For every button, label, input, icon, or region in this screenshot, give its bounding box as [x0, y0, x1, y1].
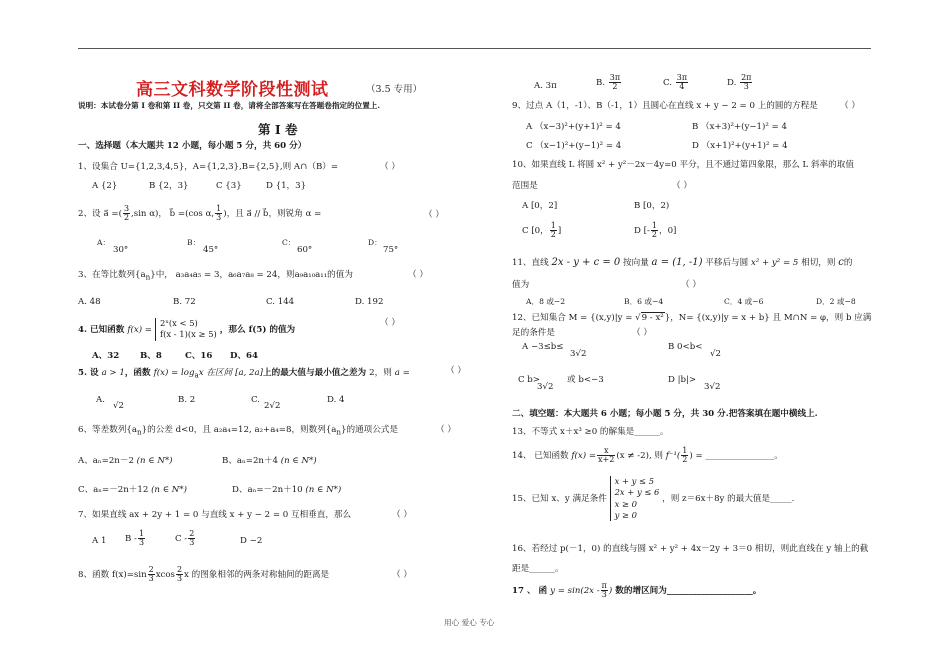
q12-option-c-tail: 或 b<−3 — [567, 375, 604, 385]
q11-answer-paren: （ ） — [681, 280, 701, 290]
q2-t5: ，则锐角 — [268, 209, 303, 219]
q7-answer-paren: （ ） — [392, 510, 412, 520]
q5-option-a: A. — [96, 395, 105, 405]
q7-fb-den: 3 — [138, 538, 145, 547]
q14-h-den: 2 — [682, 455, 688, 464]
q6-option-c-text: C、aₙ=－2n＋12 — [78, 485, 149, 495]
q4-case1: 2ˣ(x < 5) — [160, 318, 198, 328]
q16-line2: 距是______。 — [512, 564, 564, 574]
q14-inverse: f⁻¹( — [665, 451, 681, 461]
q17-function: y = sin(2x - — [550, 586, 600, 596]
q14-mid: (x ≠ -2), 则 — [616, 451, 664, 461]
question-2 — [78, 205, 321, 222]
q8-option-b-label: B. — [596, 78, 606, 88]
q10-option-c-frac — [550, 222, 557, 239]
q8-tail: x 的图象相邻的两条对称轴间的距离是 — [184, 570, 330, 580]
q3-cond1: a₃a₄a₅ = 3， — [175, 270, 229, 280]
q10-answer-paren: （ ） — [672, 181, 692, 191]
question-11 — [512, 257, 852, 269]
q4-option-d: D、64 — [230, 351, 259, 361]
q8-option-d-label: D. — [727, 78, 737, 88]
q5-c5: [a, 2a] — [235, 368, 263, 378]
q10-option-a: A [0，2] — [522, 201, 558, 211]
q4-tail: ，那么 f(5) 的值为 — [219, 324, 296, 335]
q3-option-b: B. 72 — [173, 297, 196, 307]
q11-c: c — [838, 257, 844, 268]
q2-option-b-value: 45° — [203, 245, 219, 255]
q8-answer-paren: （ ） — [392, 570, 412, 580]
q12-option-c-value: 3√2 — [537, 382, 554, 392]
q6-option-d-domain: (n ∈ N*) — [305, 485, 342, 495]
q4-stem: 4. 已知函数 — [78, 324, 125, 335]
q6-option-d-text: D、aₙ=－2n＋10 — [232, 485, 303, 495]
q12-option-c: C b> — [518, 375, 541, 385]
q1-stem: 1、设集合 U={1,2,3,4,5}，A={1,2,3},B={2,5},则 A∩（ — [78, 162, 316, 172]
q3-cond2: a₆a₇a₈ = 24，则 — [228, 270, 295, 280]
q1-option-a: A {2} — [92, 181, 118, 191]
q3-option-d: D. 192 — [355, 297, 384, 307]
q11-mid: 按向量 — [623, 258, 649, 268]
q10-option-d-tail: ，0] — [658, 226, 677, 236]
q17-stem: 17 、 函 — [512, 586, 548, 596]
question-17 — [512, 582, 761, 599]
q15-case2: 2x + y ≤ 6 — [614, 487, 660, 498]
q2-frac1-den: 2 — [123, 213, 130, 222]
q10-od-num: 1 — [651, 221, 657, 230]
q8-option-b — [596, 74, 622, 91]
q5-option-b: B. 2 — [178, 395, 196, 405]
q5-option-c: C. — [251, 395, 261, 405]
q11-equation: 2x - y + c = 0 — [551, 257, 621, 268]
q1-answer-paren: （ ） — [380, 162, 400, 172]
q14-stem: 14、 已知函数 — [512, 451, 569, 461]
q3-stem: 3、在等比数列{a — [78, 270, 146, 280]
q15-case4: y ≥ 0 — [614, 510, 637, 521]
q2-frac1 — [123, 205, 130, 222]
q7-option-c-label: C - — [175, 534, 188, 544]
page-title: 高三文科数学阶段性测试 — [136, 80, 329, 100]
q10-option-d-frac — [651, 222, 658, 239]
part-title: 第 I 卷 — [258, 122, 298, 137]
q15-constraints — [610, 476, 660, 521]
q10-oc-den: 2 — [550, 230, 556, 239]
q6-option-a — [78, 456, 173, 466]
q8-f1-num: 2 — [148, 565, 154, 574]
q8-option-d — [727, 74, 753, 91]
q5-option-d: D. 4 — [327, 395, 345, 405]
q10-option-c: C [0， $\frac{1}{2}$ ] — [522, 221, 562, 239]
q10-option-d-label: D [- — [634, 226, 650, 236]
q8-option-c-label: C. — [663, 78, 673, 88]
q6-option-c — [78, 485, 187, 495]
q2-option-a-label: A： — [97, 238, 111, 247]
q14-half — [681, 447, 688, 464]
q2-frac2-den: 3 — [216, 213, 222, 222]
question-14 — [512, 447, 783, 464]
q5-c2: ，函数 — [124, 368, 151, 378]
q1-option-d: D {1，3} — [266, 181, 307, 191]
question-13: 13、不等式 x＋x³ ≥0 的解集是______。 — [512, 427, 669, 437]
q14-h-num: 1 — [682, 446, 688, 455]
q17-f-num: π — [601, 581, 607, 590]
q8-option-b-frac — [609, 74, 621, 91]
q7-fc-num: 2 — [189, 529, 195, 538]
q10-stem-line2: 范围是 — [512, 181, 538, 191]
q6-stem3: }的通项公式是 — [341, 425, 399, 435]
page-subtitle: （3.5 专用） — [366, 84, 423, 95]
q2-frac1-num: 3 — [123, 204, 130, 213]
q14-fx: f(x) = — [571, 451, 597, 461]
q8-option-a: A. 3π — [534, 81, 557, 91]
q8-frac2 — [176, 566, 183, 583]
q11-stem: 11、直线 — [512, 258, 549, 268]
q6-stem2: }的公差 d<0，且 a₂a₄=12, a₂+a₄=8，则数列{a — [141, 425, 337, 435]
q7-fc-den: 3 — [189, 538, 195, 547]
q11-option-d: D．2 或−8 — [816, 297, 856, 306]
q7-option-c — [175, 530, 196, 547]
q8-f2-den: 3 — [176, 574, 183, 583]
q10-oc-num: 1 — [550, 221, 556, 230]
q15-case3: x ≥ 0 — [614, 498, 637, 509]
q8-frac1 — [148, 566, 155, 583]
q2-option-c-value: 60° — [297, 245, 313, 255]
q4-option-a: A、32 — [92, 351, 120, 361]
q5-option-a-value: √2 — [113, 401, 124, 411]
q15-tail: ，则 z＝6x＋8y 的最大值是_____. — [662, 494, 795, 505]
q11-circle: x² + y² = 5 — [750, 258, 799, 268]
q7-option-b — [125, 530, 146, 547]
q3-option-a: A. 48 — [78, 297, 101, 307]
question-8 — [78, 566, 329, 583]
instructions-note: 说明：本试卷分第 I 卷和第 II 卷，只交第 II 卷，请将全部答案写在答题卷指定的位置上. — [78, 101, 381, 110]
vector-a: a⃗ = — [103, 209, 119, 219]
q4-answer-paren: （ ） — [380, 318, 400, 328]
q6-option-c-domain: (n ∈ N*) — [151, 485, 187, 495]
question-4 — [78, 318, 295, 341]
q1-stem-b: B）= — [315, 162, 339, 172]
q12-stem2: }，N= {(x,y)|y = x + b} 且 M∩N = φ，则 b 应满 — [664, 313, 872, 323]
question-3: 3、在等比数列$\{a_n\}$中， a₃a₄a₅ = 3，a₆a₇a₈ = 24，则a₉a₁₀a₁₁的值为 — [78, 270, 353, 282]
q14-f-den: x+2 — [598, 455, 615, 464]
section1-heading: 一、选择题（本大题共 12 小题，每小题 5 分，共 60 分） — [78, 141, 307, 151]
q3-answer-paren: （ ） — [408, 270, 428, 280]
q2-option-b-label: B： — [187, 238, 201, 247]
q8-option-c-frac — [676, 74, 688, 91]
question-15 — [512, 476, 794, 521]
q2-num: 2、设 — [78, 209, 101, 219]
q11-option-a: A．8 或−2 — [526, 297, 566, 306]
q12-option-d-value: 3√2 — [704, 382, 721, 392]
q6-option-a-domain: (n ∈ N*) — [136, 456, 173, 466]
q6-option-a-text: A、aₙ=2n－2 — [78, 456, 134, 466]
q17-tail: 数的增区间为____________________。 — [615, 586, 762, 596]
top-rule — [78, 48, 871, 49]
q9-option-b: B （x+3)²+(y−1)² = 4 — [692, 122, 787, 132]
q12-stem: 12、已知集合 M = {(x,y)|y = — [512, 313, 633, 323]
q8-f1-den: 3 — [148, 574, 154, 583]
q5-stem: 5. 设 — [78, 368, 99, 378]
q12-option-d: D |b|> — [668, 375, 697, 385]
q3-cond3: a₉a₁₀a₁₁的值为 — [294, 270, 353, 280]
q3-stem2: }中， — [150, 270, 173, 280]
q7-option-b-label: B - — [125, 534, 137, 544]
question-7: 7、如果直线 ax + 2y + 1 = 0 与直线 x + y − 2 = 0 互相垂直，那么 — [78, 510, 352, 520]
q17-frac — [601, 582, 608, 599]
q9-option-a: A （x−3)²+(y+1)² = 4 — [526, 122, 621, 132]
q8-option-c — [663, 74, 689, 91]
q7-option-a: A 1 — [92, 536, 107, 546]
q2-option-d-value: 75° — [383, 245, 399, 255]
question-10: 10、如果直线 L 将圆 x² + y²－2x－4y=0 平分，且不通过第四象限，那么 L 斜率的取值 — [512, 160, 854, 170]
q6-option-b-text: B、aₙ=2n＋4 — [222, 456, 279, 466]
q2-t6: α = — [305, 209, 322, 219]
q8-f2-num: 2 — [176, 565, 183, 574]
q11-option-c: C．4 或−6 — [724, 297, 764, 306]
q15-case1: x + y ≤ 5 — [614, 476, 655, 486]
q8-stem: 8、函数 f(x)=sin — [78, 570, 147, 580]
q4-option-b: B、8 — [140, 351, 162, 361]
q7-fb-num: 1 — [138, 529, 145, 538]
q14-frac — [597, 447, 615, 464]
q2-frac2-num: 1 — [216, 204, 222, 213]
q9-answer-paren: （ ） — [840, 101, 860, 111]
q2-answer-paren: （ ） — [424, 210, 444, 220]
q1-option-b: B {2，3} — [149, 181, 189, 191]
q4-case2: f(x - 1)(x ≥ 5) — [160, 329, 217, 340]
q11-tail2: 的 — [843, 258, 853, 268]
q4-option-c: C、16 — [185, 351, 213, 361]
q8-ob-num: 3π — [609, 73, 621, 82]
q15-stem: 15、已知 x、y 满足条件 — [512, 494, 607, 505]
q2-t2: ,sin α)， — [131, 209, 167, 219]
q2-t3: (cos α, — [185, 209, 215, 219]
q11-vector: a = (1, -1) — [651, 257, 703, 268]
q8-option-d-frac — [740, 74, 752, 91]
q12-option-b: B 0<b< — [668, 342, 703, 352]
q8-ob-den: 2 — [612, 82, 618, 91]
q17-close: ) — [608, 586, 613, 596]
q2-t1: ( — [118, 209, 122, 219]
q1-option-c: C {3} — [216, 181, 242, 191]
q5-answer-paren: （ ） — [446, 366, 466, 376]
q6-option-b — [222, 456, 317, 466]
q12-sqrt: 9 - x² — [641, 313, 664, 323]
q4-fx: f(x) = — [127, 324, 153, 335]
q11-tail: 相切，则 — [801, 258, 836, 268]
q12-line2: 足的条件是 — [512, 328, 555, 338]
q5-option-c-value: 2√2 — [264, 401, 281, 411]
q6-answer-paren: （ ） — [436, 425, 456, 435]
q12-option-a-value: 3√2 — [570, 349, 587, 359]
q8-od-num: 2π — [741, 73, 752, 82]
q14-tail: ) = ________________。 — [689, 451, 783, 461]
q5-c7: 2，则 — [369, 368, 392, 378]
q9-option-d: D （x+1)²+(y+1)² = 4 — [692, 141, 788, 151]
question-9: 9、过点 A（1，-1）、B（-1，1）且圆心在直线 x + y − 2 = 0 上的圆的方程是 — [512, 101, 818, 111]
q5-c6: 上的最大值与最小值之差为 — [263, 368, 367, 378]
parallel-condition: a⃗ // b⃗ — [246, 209, 269, 219]
q11-option-b: B．6 或−4 — [624, 297, 664, 306]
q6-stem: 6、等差数列{a — [78, 425, 138, 435]
q11-mid2: 平移后与圆 — [705, 258, 749, 268]
q2-t4: )，且 — [223, 209, 244, 219]
q6-option-b-domain: (n ∈ N*) — [280, 456, 317, 466]
q4-piecewise — [155, 318, 217, 341]
q5-c8: a = — [394, 368, 410, 378]
q17-f-den: 3 — [601, 590, 607, 599]
q7-option-c-frac — [188, 530, 195, 547]
q7-option-b-frac — [138, 530, 145, 547]
question-1 — [78, 162, 338, 172]
q10-od-den: 2 — [651, 230, 657, 239]
q10-option-b: B [0，2) — [634, 201, 670, 211]
q12-answer-paren: （ ） — [632, 328, 652, 338]
q8-oc-den: 4 — [679, 82, 685, 91]
q5-c3: f(x) = log — [153, 368, 195, 378]
question-5: 5. 设 a > 1，函数 $f(x) = \log_ax$ 在区间 [a, 2a]上的最大值与最小值之差为 2，则 a = — [78, 368, 410, 380]
section2-heading: 二、填空题：本大题共 6 小题；每小题 5 分，共 30 分.把答案填在题中横线上. — [512, 409, 818, 419]
q2-frac2 — [215, 205, 222, 222]
question-12: 12、已知集合 M = {(x,y)|y = √9 - x²}，N= {(x,y)|y = x + b} 且 M∩N = φ，则 b 应满 — [512, 313, 872, 323]
q10-option-d — [634, 222, 676, 239]
question-6: 6、等差数列$\{a_n\}$的公差 d<0，且 a₂a₄=12, a₂+a₄=8，则数列$\{a_n\}$的通项公式是 — [78, 425, 399, 437]
q7-option-d: D −2 — [240, 536, 263, 546]
q11-line2: 值为 — [512, 280, 530, 290]
q12-option-b-value: √2 — [710, 349, 721, 359]
q5-c4: x 在区间 — [198, 368, 233, 378]
q12-option-a: A −3≤b≤ — [522, 342, 564, 352]
q9-option-c: C （x−1)²+(y−1)² = 4 — [526, 141, 622, 151]
vector-b: b⃗ = — [169, 209, 186, 219]
q2-option-d-label: D： — [368, 238, 382, 247]
q2-option-c-label: C： — [282, 238, 296, 247]
q14-f-num: x — [597, 447, 615, 456]
question-16: 16、若经过 p(－1，0) 的直线与圆 x² + y² + 4x－2y + 3＝0 相切，则此直线在 y 轴上的截 — [512, 544, 869, 554]
q8-od-den: 3 — [743, 82, 749, 91]
q8-oc-num: 3π — [676, 73, 688, 82]
q2-option-a-value: 30° — [113, 245, 129, 255]
q8-mid: xcos — [155, 570, 175, 580]
q6-option-d — [232, 485, 341, 495]
page-footer: 用心 爱心 专心 — [444, 618, 495, 627]
q10-option-c-label: C [0， — [522, 226, 549, 236]
q3-option-c: C. 144 — [266, 297, 295, 307]
q5-c1: a > 1 — [101, 368, 125, 378]
